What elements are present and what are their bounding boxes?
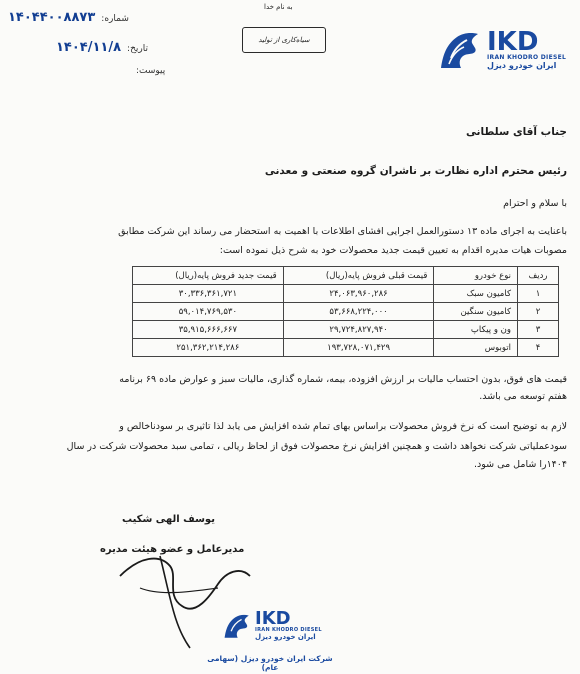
- col-row-number: ردیف: [518, 267, 559, 285]
- table-row: [133, 321, 559, 339]
- greeting: با سلام و احترام: [503, 198, 567, 209]
- vehicle-type: کامیون سنگین: [434, 303, 518, 321]
- logo-subtitle-fa: ایران خودرو دیزل: [487, 61, 557, 70]
- company-logo-stamp: [222, 610, 322, 641]
- new-price: ۳۰,۳۳۶,۳۶۱,۷۲۱: [133, 285, 284, 303]
- stamp-subtitle-fa: ایران خودرو دیزل: [255, 633, 316, 641]
- row-number: ۲: [518, 303, 559, 321]
- row-number: ۴: [518, 339, 559, 357]
- previous-price: ۵۳,۶۶۸,۲۲۴,۰۰۰: [283, 303, 434, 321]
- letter-attachment-row: [136, 66, 165, 76]
- paragraph-2-line-2: سودعملیاتی شرکت نخواهد داشت و همچنین افزایش نرخ محصولات فوق از لحاظ ریالی ، تمامی سبد محصولات شرکت در سال: [66, 441, 567, 452]
- logo-subtitle-en: IRAN KHODRO DIESEL: [487, 54, 567, 61]
- letter-date-row: [56, 40, 148, 55]
- horse-head-icon: [222, 611, 252, 641]
- col-vehicle-type: نوع خودرو: [434, 267, 518, 285]
- signatory-name: یوسف الهی شکیب: [122, 514, 215, 525]
- paragraph-2-line-3: ۱۴۰۴را شامل می شود.: [474, 459, 567, 470]
- letter-date-label: تاریخ:: [127, 44, 148, 54]
- bismillah-text: به نام خدا: [264, 3, 293, 11]
- vehicle-type: اتوبوس: [434, 339, 518, 357]
- vehicle-type: کامیون سبک: [434, 285, 518, 303]
- stamp-subtitle-en: IRAN KHODRO DIESEL: [255, 627, 322, 633]
- col-new-price: قیمت جدید فروش پایه(ریال): [133, 267, 284, 285]
- table-row: [133, 285, 559, 303]
- letter-number-value: ۱۴۰۴۴۰۰۸۸۷۳: [8, 10, 96, 25]
- paragraph-2-line-1: لازم به توضیح است که نرخ فروش محصولات براساس بهای تمام شده افزایش می یابد لذا تاثیری بر سودناخالص و: [119, 421, 567, 432]
- col-previous-price: قیمت قبلی فروش پایه(ریال): [283, 267, 434, 285]
- signatory-title: مدیرعامل و عضو هیئت مدیره: [100, 544, 245, 555]
- letter-attachment-label: پیوست:: [136, 66, 166, 76]
- letter-number-label: شماره:: [101, 14, 129, 24]
- letter-number-row: [8, 10, 129, 25]
- paragraph-1-line-1: باعنایت به اجرای ماده ۱۳ دستورالعمل اجرایی افشای اطلاعات با اهمیت به استحضار می رساند این شرکت مطابق: [118, 226, 567, 237]
- company-name-stamp: شرکت ایران خودرو دیزل (سهامی عام): [207, 654, 333, 672]
- vehicle-type: ون و پیکاپ: [434, 321, 518, 339]
- paragraph-1-line-2: مصوبات هیات مدیره اقدام به تعیین قیمت جدید محصولات خود به شرح ذیل نموده است:: [219, 245, 567, 256]
- addressee: جناب آقای سلطانی: [465, 126, 567, 138]
- table-row: [133, 339, 559, 357]
- logo-mark-text: IKD: [487, 27, 539, 57]
- note-line-2: هفتم توسعه می باشد.: [479, 391, 567, 402]
- stamp-mark-text: IKD: [255, 608, 291, 629]
- new-price: ۵۹,۰۱۴,۷۶۹,۵۳۰: [133, 303, 284, 321]
- motto-text: سیاه‌کاری از تولید: [258, 36, 310, 44]
- addressee-position: رئیس محترم اداره نظارت بر ناشران گروه صنعتی و معدنی: [264, 165, 567, 177]
- previous-price: ۲۴,۰۶۳,۹۶۰,۲۸۶: [283, 285, 434, 303]
- previous-price: ۱۹۳,۷۲۸,۰۷۱,۴۲۹: [283, 339, 434, 357]
- price-table-header: [133, 267, 559, 285]
- price-table: [132, 266, 559, 357]
- new-price: ۳۵,۹۱۵,۶۶۶,۶۶۷: [133, 321, 284, 339]
- note-line-1: قیمت های فوق، بدون احتساب مالیات بر ارزش افزوده، بیمه، شماره گذاری، مالیات سبز و عوارض ماده ۶۹ برنامه: [119, 374, 567, 385]
- company-logo-top: [437, 28, 566, 72]
- row-number: ۳: [518, 321, 559, 339]
- table-row: [133, 303, 559, 321]
- horse-head-icon: [437, 28, 483, 72]
- letter-date-value: ۱۴۰۴/۱۱/۸: [56, 40, 122, 55]
- motto-seal: [242, 27, 326, 53]
- new-price: ۲۵۱,۳۶۲,۲۱۴,۲۸۶: [133, 339, 284, 357]
- row-number: ۱: [518, 285, 559, 303]
- previous-price: ۲۹,۷۲۴,۸۲۷,۹۴۰: [283, 321, 434, 339]
